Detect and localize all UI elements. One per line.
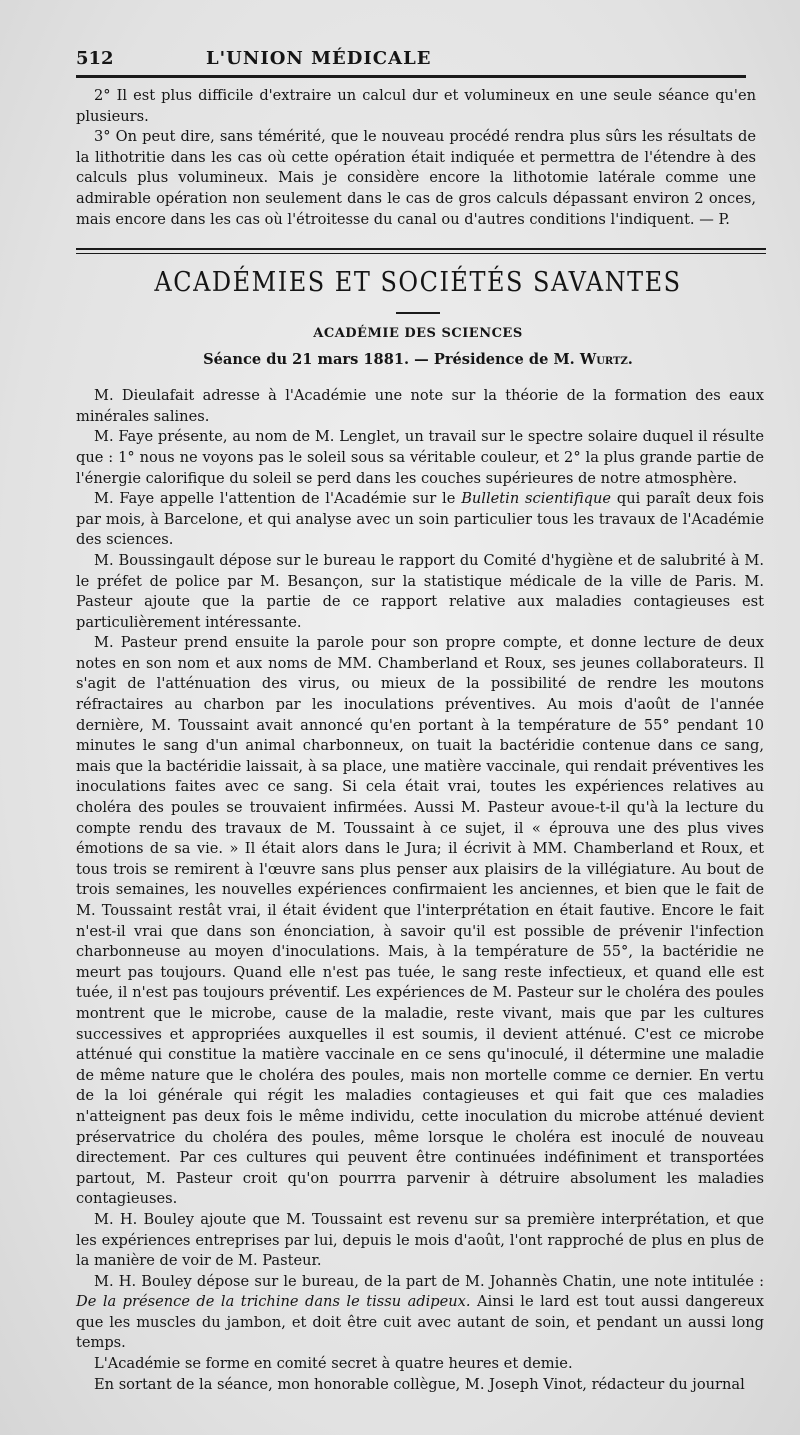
short-rule — [396, 312, 440, 314]
journal-title: L'UNION MÉDICALE — [206, 48, 432, 69]
paragraph: M. Faye présente, au nom de M. Lenglet, un travail sur le spectre solaire duquel il résulte que : 1° nous ne voyons pas le soleil sous sa véritable couleur, et 2° la plus grande partie de l'énergie calorifique du soleil se perd dans les couches supérieures de notre atmosphère. — [76, 428, 764, 487]
paragraph: En sortant de la séance, mon honorable collègue, M. Joseph Vinot, rédacteur du journal — [94, 1375, 745, 1393]
paragraph: M. Dieulafait adresse à l'Académie une note sur la théorie de la formation des eaux minérales salines. — [76, 387, 764, 425]
article-body — [76, 386, 764, 1395]
seance-date: Séance du 21 mars 1881. — Présidence de M. — [203, 351, 580, 369]
intro-text — [76, 86, 756, 230]
seance-line — [76, 351, 760, 368]
paragraph: M. Pasteur prend ensuite la parole pour son propre compte, et donne lecture de deux notes en son nom et aux noms de MM. Chamberland et Roux, ses jeunes collaborateurs. Il s'agit de l'atténuation des virus, ou mieux de la possibilité de rendre les moutons réfractaires au charbon par les inoculations préventives. Au mois d'août de l'année dernière, M. Toussaint avait annoncé qu'en portant à la température de 55° pendant 10 minutes le sang d'un animal charbonneux, on tuait la bactéridie contenue dans ce sang, mais que la bactéridie laissait, à sa place, une matière vaccinale, qui rendait préventives les inoculations faites avec ce sang. Si cela était vrai, toutes les expériences relatives au choléra des poules se trouvaient infirmées. Aussi M. Pasteur avoue-t-il qu'à la lecture du compte rendu des travaux de M. Toussaint à ce sujet, il « éprouva une des plus vives émotions de sa vie. » Il était alors dans le Jura; il écrivit à MM. Chamberland et Roux, et tous trois se remirent à l'œuvre sans plus penser aux plaisirs de la villégiature. Au bout de trois semaines, les nouvelles expériences confirmaient les anciennes, et bien que le fait de M. Toussaint restât vrai, il était évident que l'interprétation en était fautive. Encore le fait n'est-il vrai que dans son énonciation, à savoir qu'il est possible de prévenir l'infection charbonneuse au moyen d'inoculations. Mais, à la température de 55°, la bactéridie ne meurt pas toujours. Quand elle n'est pas tuée, le sang reste infectieux, et quand elle est tuée, il n'est pas toujours préventif. Les expériences de M. Pasteur sur le choléra des poules montrent que le microbe, cause de la maladie, reste vivant, mais que par les cultures successives et appropriées auxquelles il est soumis, il devient atténué. C'est ce microbe atténué qui constitue la matière vaccinale en ce sens qu'inoculé, il détermine une maladie de même nature que le choléra des poules, mais non mortelle comme ce dernier. En vertu de la loi générale qui régit les maladies contagieuses et qui fait que ces maladies n'atteignent pas deux fois le même individu, cette inoculation du microbe atténué devient préservatrice du choléra des poules, même lorsque le choléra est inoculé de nouveau directement. Par ces cultures qui peuvent être continuées indéfiniment et transportées partout, M. Pasteur croit qu'on pourrra parvenir à détruire absolument les maladies contagieuses. — [76, 634, 764, 1208]
running-head — [76, 48, 746, 78]
paragraph: L'Académie se forme en comité secret à quatre heures et demie. — [94, 1355, 573, 1373]
paragraph: M. Faye appelle l'attention de l'Académie sur le Bulletin scientifique qui paraît deux fois par mois, à Barcelone, et qui analyse avec un soin particulier tous les travaux de l'Académie des sciences. — [76, 490, 765, 549]
section-title: ACADÉMIES ET SOCIÉTÉS SAVANTES — [154, 266, 682, 298]
section-divider — [76, 248, 766, 254]
intro-paragraph: 3° On peut dire, sans témérité, que le nouveau procédé rendra plus sûrs les résultats de la lithotritie dans les cas où cette opération était indiquée et permettra de l'étendre à des calculs plus volumineux. Mais je considère encore la lithotomie latérale comme une admirable opération non seulement dans le cas de gros calculs dépassant environ 2 onces, mais encore dans les cas où l'étroitesse du canal ou d'autres conditions l'indiquent. — P. — [76, 128, 756, 228]
paragraph: M. H. Bouley ajoute que M. Toussaint est revenu sur sa première interprétation, et que les expériences entreprises par lui, depuis le mois d'août, l'ont rapproché de plus en plus de la manière de voir de M. Pasteur. — [76, 1210, 764, 1270]
paragraph: M. H. Bouley dépose sur le bureau, de la part de M. Johannès Chatin, une note intitulée : De la présence de la trichine dans le tissu adipeux. Ainsi le lard est tout aussi dangereux que les muscles du jambon, et doit être cuit avec autant de soin, et pendant un aussi long temps. — [76, 1272, 764, 1352]
paragraph: M. Boussingault dépose sur le bureau le rapport du Comité d'hygiène et de salubrité à M. le préfet de police par M. Besançon, sur la statistique médicale de la ville de Paris. M. Pasteur ajoute que la partie de ce rapport relative aux maladies contagieuses est particulièrement intéressante. — [76, 551, 764, 631]
page-number: 512 — [76, 48, 114, 69]
section-subtitle: ACADÉMIE DES SCIENCES — [313, 326, 523, 342]
intro-paragraph: 2° Il est plus difficile d'extraire un calcul dur et volumineux en une seule séance qu'en plusieurs. — [76, 87, 756, 125]
note-title: De la présence de la trichine dans le tissu adipeux. — [76, 1293, 471, 1311]
journal-name: Bulletin scientifique — [461, 490, 612, 508]
president-name: Wurtz. — [579, 351, 633, 369]
